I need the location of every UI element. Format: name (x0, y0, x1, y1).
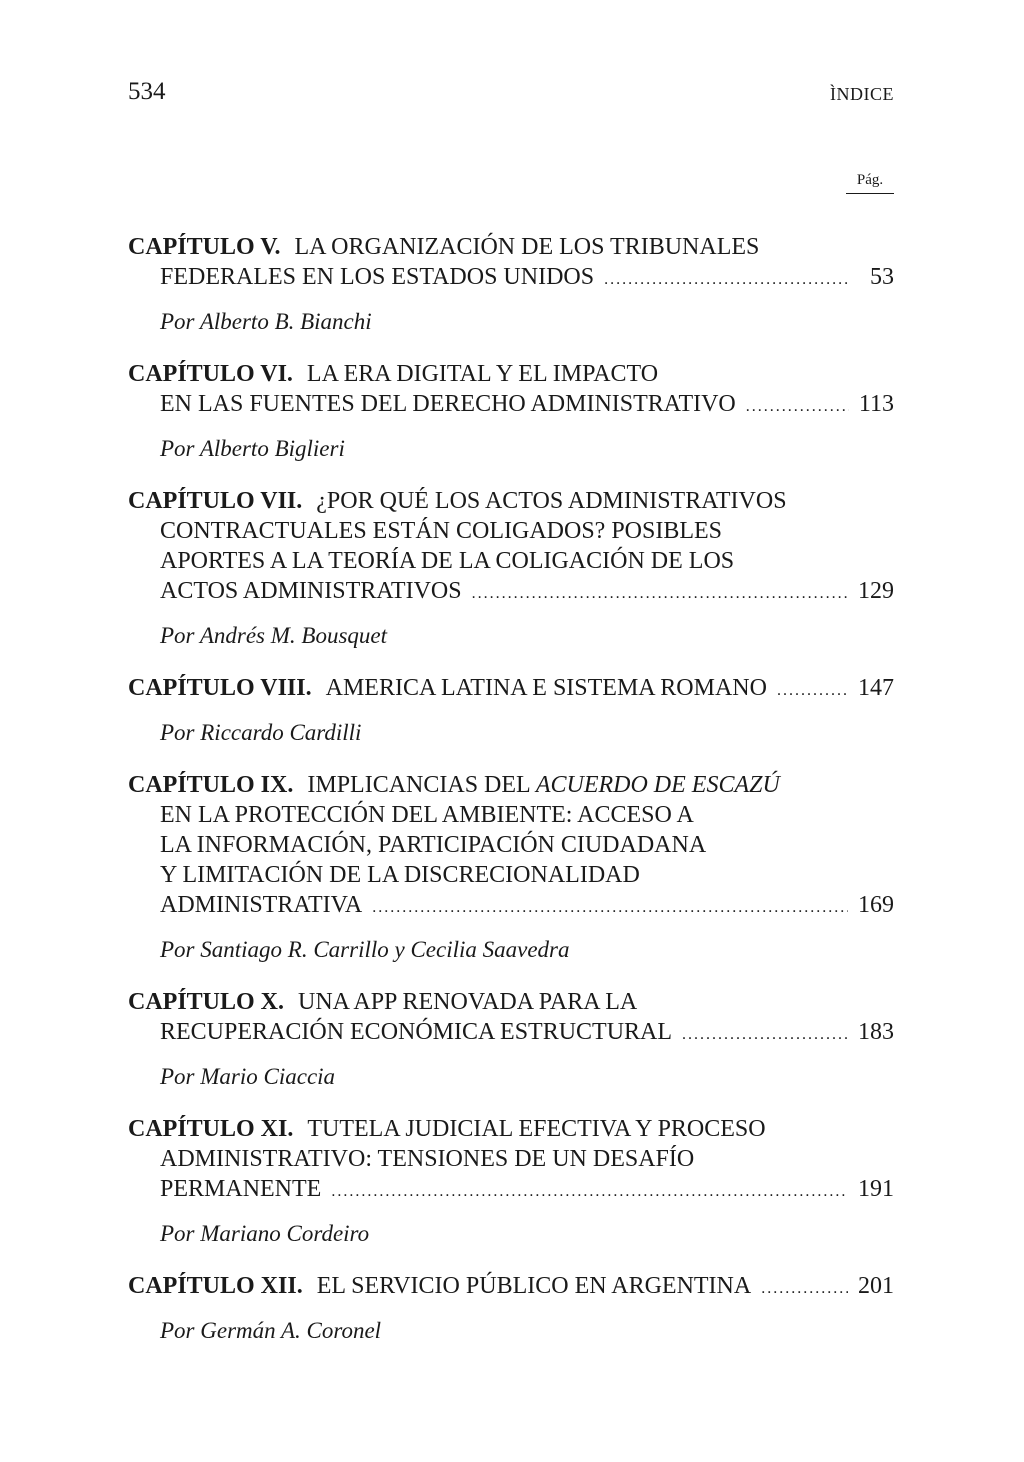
chapter-title-continuation: APORTES A LA TEORÍA DE LA COLIGACIÓN DE LOS (160, 548, 735, 574)
chapter-title-line (128, 1114, 894, 1144)
dot-leader (682, 1020, 848, 1050)
chapter-title-line (128, 359, 894, 389)
dot-leader (472, 579, 848, 609)
page-number: 534 (128, 78, 166, 105)
chapter-title-continuation: RECUPERACIÓN ECONÓMICA ESTRUCTURAL (160, 1019, 673, 1045)
chapter-title: LA ERA DIGITAL Y EL IMPACTO (306, 361, 659, 387)
toc-line-with-page (128, 1174, 894, 1207)
toc-entry-heading (128, 232, 894, 295)
chapter-label: CAPÍTULO XII. (128, 1273, 303, 1299)
toc-entry-heading (128, 359, 894, 422)
toc-entry-heading (128, 770, 894, 923)
running-head: ÌNDICE (830, 84, 894, 104)
dot-leader (604, 265, 850, 295)
toc-line-with-page (128, 389, 894, 422)
toc-entry-heading (128, 1271, 894, 1304)
chapter-label: CAPÍTULO X. (128, 989, 285, 1015)
toc-entry-heading (128, 673, 894, 706)
chapter-title: AMERICA LATINA E SISTEMA ROMANO (325, 675, 767, 701)
chapter-title-italic: ACUERDO DE ESCAZÚ (535, 772, 780, 798)
chapter-title-continuation: ADMINISTRATIVO: TENSIONES DE UN DESAFÍO (160, 1146, 695, 1172)
toc-line-with-page (128, 890, 894, 923)
dot-leader (777, 676, 848, 706)
chapter-author: Por Mario Ciaccia (160, 1064, 336, 1089)
toc-entry (128, 770, 894, 963)
chapter-title-continuation: Y LIMITACIÓN DE LA DISCRECIONALIDAD (160, 862, 640, 888)
chapter-label: CAPÍTULO VII. (128, 488, 303, 514)
chapter-title-line (128, 770, 894, 800)
chapter-label: CAPÍTULO VI. (128, 361, 293, 387)
dot-leader (331, 1177, 848, 1207)
chapter-title-line (128, 987, 894, 1017)
chapter-title-continuation: FEDERALES EN LOS ESTADOS UNIDOS (160, 264, 595, 290)
chapter-label: CAPÍTULO XI. (128, 1116, 294, 1142)
page-reference: 129 (858, 578, 894, 604)
chapter-author: Por Alberto Biglieri (160, 436, 345, 461)
chapter-title: IMPLICANCIAS DEL (307, 772, 530, 798)
chapter-title-continuation: EN LA PROTECCIÓN DEL AMBIENTE: ACCESO A (160, 802, 694, 828)
page-reference: 191 (858, 1176, 894, 1202)
toc-entry (128, 987, 894, 1090)
toc-entry-heading (128, 1114, 894, 1207)
toc-entry (128, 486, 894, 649)
chapter-title-line (128, 673, 767, 703)
chapter-title-line (128, 232, 894, 262)
pag-column-label: Pág. (846, 172, 894, 194)
toc-line-with-page (128, 576, 894, 609)
toc-entry-heading (128, 987, 894, 1050)
chapter-author: Por Germán A. Coronel (160, 1318, 382, 1343)
toc-line-with-page (128, 1271, 894, 1304)
page-reference: 113 (858, 391, 894, 417)
toc-entry (128, 359, 894, 462)
page-reference: 53 (870, 264, 894, 290)
chapter-label: CAPÍTULO V. (128, 234, 281, 260)
toc-entry (128, 673, 894, 746)
chapter-title: EL SERVICIO PÚBLICO EN ARGENTINA (316, 1273, 752, 1299)
chapter-title-line (128, 1271, 751, 1301)
toc-entry (128, 232, 894, 335)
table-of-contents (128, 232, 894, 1368)
chapter-title: LA ORGANIZACIÓN DE LOS TRIBUNALES (294, 234, 760, 260)
chapter-author: Por Mariano Cordeiro (160, 1221, 370, 1246)
page-reference: 169 (858, 892, 894, 918)
chapter-author: Por Alberto B. Bianchi (160, 309, 372, 334)
chapter-title-continuation: EN LAS FUENTES DEL DERECHO ADMINISTRATIVO (160, 391, 736, 417)
chapter-label: CAPÍTULO IX. (128, 772, 294, 798)
dot-leader (372, 893, 848, 923)
chapter-title-continuation: CONTRACTUALES ESTÁN COLIGADOS? POSIBLES (160, 518, 723, 544)
toc-line-with-page (128, 673, 894, 706)
chapter-title-line (128, 486, 894, 516)
page-reference: 147 (858, 675, 894, 701)
chapter-title: UNA APP RENOVADA PARA LA (298, 989, 638, 1015)
chapter-author: Por Andrés M. Bousquet (160, 623, 388, 648)
toc-entry (128, 1271, 894, 1344)
chapter-title: TUTELA JUDICIAL EFECTIVA Y PROCESO (307, 1116, 766, 1142)
chapter-title: ¿POR QUÉ LOS ACTOS ADMINISTRATIVOS (316, 488, 787, 514)
chapter-author: Por Riccardo Cardilli (160, 720, 362, 745)
toc-entry (128, 1114, 894, 1247)
page-reference: 183 (858, 1019, 894, 1045)
chapter-author: Por Santiago R. Carrillo y Cecilia Saavedra (160, 937, 570, 962)
dot-leader (746, 392, 849, 422)
toc-entry-heading (128, 486, 894, 609)
chapter-title-continuation: PERMANENTE (160, 1176, 322, 1202)
chapter-title-continuation: ACTOS ADMINISTRATIVOS (160, 578, 462, 604)
toc-line-with-page (128, 262, 894, 295)
chapter-title-continuation: LA INFORMACIÓN, PARTICIPACIÓN CIUDADANA (160, 832, 707, 858)
toc-line-with-page (128, 1017, 894, 1050)
chapter-title-continuation: ADMINISTRATIVA (160, 892, 363, 918)
chapter-label: CAPÍTULO VIII. (128, 675, 312, 701)
dot-leader (761, 1274, 848, 1304)
page-reference: 201 (858, 1273, 894, 1299)
